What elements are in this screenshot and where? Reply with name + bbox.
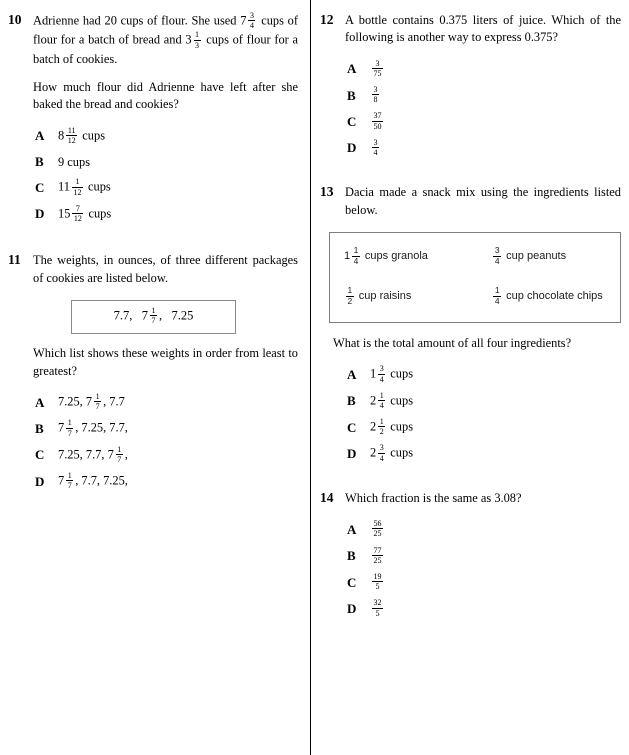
option-row-d bbox=[347, 139, 621, 158]
option-value bbox=[58, 178, 298, 197]
option-row-c bbox=[347, 112, 621, 131]
option-letter: D bbox=[35, 473, 45, 489]
text-segment: , 7.25, 7.7, bbox=[75, 420, 128, 435]
fraction-numerator: 3 bbox=[249, 11, 254, 20]
text-segment: , 7.25 bbox=[159, 308, 194, 323]
fraction bbox=[94, 392, 101, 411]
text-segment: , 7.7 bbox=[103, 394, 125, 409]
fraction bbox=[372, 546, 383, 565]
fraction-numerator: 7 bbox=[72, 204, 83, 214]
fraction bbox=[493, 246, 501, 267]
option-value bbox=[58, 127, 298, 146]
text-segment: cups bbox=[387, 446, 414, 461]
option-row-d bbox=[347, 599, 621, 618]
question-13-text: Dacia made a snack mix using the ingredients listed below. bbox=[345, 185, 621, 217]
fraction bbox=[66, 418, 73, 437]
text-segment: cup peanuts bbox=[503, 250, 567, 263]
column-divider bbox=[310, 0, 311, 755]
fraction-numerator: 3 bbox=[373, 85, 378, 95]
fraction bbox=[372, 519, 383, 538]
fraction-denominator: 4 bbox=[494, 255, 500, 266]
option-row-c bbox=[347, 418, 621, 437]
fraction-numerator: 32 bbox=[373, 598, 382, 608]
fraction-denominator: 7 bbox=[151, 316, 156, 326]
ingredients-box bbox=[329, 232, 621, 323]
text-segment: 8 bbox=[58, 128, 65, 143]
ingredient-chocolate-chips bbox=[491, 286, 612, 307]
fraction-numerator: 3 bbox=[372, 59, 383, 69]
option-row-d bbox=[35, 205, 298, 224]
text-segment: 7 bbox=[58, 420, 65, 435]
fraction bbox=[248, 11, 255, 30]
fraction bbox=[66, 471, 73, 490]
fraction-numerator: 1 bbox=[151, 305, 156, 315]
option-value bbox=[370, 392, 621, 411]
fraction-numerator: 1 bbox=[353, 244, 359, 255]
fraction bbox=[116, 445, 123, 464]
fraction-denominator: 5 bbox=[375, 608, 380, 618]
question-11-number: 11 bbox=[8, 252, 21, 268]
option-row-a bbox=[35, 393, 298, 412]
option-letter: C bbox=[35, 447, 45, 463]
option-letter: D bbox=[347, 446, 357, 462]
option-value bbox=[58, 205, 298, 224]
fraction-numerator: 1 bbox=[379, 417, 384, 427]
option-row-a bbox=[347, 520, 621, 539]
fraction bbox=[372, 598, 383, 617]
fraction-denominator: 7 bbox=[95, 402, 100, 412]
question-13 bbox=[320, 184, 621, 464]
fraction bbox=[66, 126, 77, 145]
question-11-text: The weights, in ounces, of three different packages of cookies are listed below. bbox=[33, 253, 298, 285]
question-10-number: 10 bbox=[8, 12, 22, 27]
fraction-denominator: 2 bbox=[379, 427, 384, 437]
fraction-numerator: 11 bbox=[67, 125, 76, 135]
fraction-denominator: 12 bbox=[73, 187, 82, 197]
question-14-number: 14 bbox=[320, 489, 334, 505]
left-column bbox=[0, 10, 310, 619]
option-letter: C bbox=[347, 574, 357, 590]
fraction bbox=[72, 177, 83, 196]
fraction-denominator: 3 bbox=[195, 40, 200, 50]
text-segment: 9 bbox=[58, 154, 65, 169]
option-row-b bbox=[347, 547, 621, 566]
fraction bbox=[378, 364, 385, 383]
question-12-options bbox=[345, 60, 621, 159]
option-letter: B bbox=[35, 420, 44, 436]
text-segment: Adrienne had 20 cups of flour. She used 7 bbox=[33, 13, 247, 28]
option-row-c bbox=[35, 446, 298, 465]
option-value bbox=[58, 154, 298, 171]
fraction-denominator: 50 bbox=[373, 121, 382, 131]
option-row-b bbox=[35, 419, 298, 438]
text-segment: cup raisins bbox=[355, 290, 412, 303]
text-segment: 1 bbox=[344, 250, 351, 263]
fraction-denominator: 4 bbox=[494, 296, 500, 307]
question-14-body bbox=[345, 490, 621, 619]
text-segment: 7.25, 7.7, 7 bbox=[58, 447, 114, 462]
fraction-numerator: 1 bbox=[72, 177, 83, 187]
text-segment: cup chocolate chips bbox=[503, 290, 603, 303]
fraction bbox=[72, 204, 83, 223]
question-13-body bbox=[333, 184, 621, 464]
fraction-denominator: 2 bbox=[347, 296, 353, 307]
fraction-denominator: 12 bbox=[73, 213, 82, 223]
fraction-denominator: 4 bbox=[373, 148, 378, 158]
fraction bbox=[372, 111, 383, 130]
question-11-body bbox=[33, 252, 298, 491]
text-segment: , 7.7, 7.25, bbox=[75, 473, 128, 488]
fraction-denominator: 25 bbox=[373, 529, 382, 539]
text-segment: 2 bbox=[370, 393, 377, 408]
text-segment: 2 bbox=[370, 419, 377, 434]
option-row-a bbox=[347, 60, 621, 79]
option-letter: B bbox=[347, 393, 356, 409]
text-segment: cups bbox=[84, 179, 111, 194]
question-10-text bbox=[33, 12, 298, 68]
fraction-numerator: 37 bbox=[373, 111, 382, 121]
option-row-a bbox=[347, 365, 621, 384]
fraction-denominator: 25 bbox=[373, 555, 382, 565]
fraction-numerator: 56 bbox=[373, 519, 382, 529]
question-14-options bbox=[345, 520, 621, 619]
fraction bbox=[378, 391, 385, 410]
option-value bbox=[58, 419, 298, 438]
option-value bbox=[370, 112, 621, 131]
fraction-numerator: 1 bbox=[494, 285, 500, 296]
option-row-a bbox=[35, 127, 298, 146]
option-row-c bbox=[35, 178, 298, 197]
weights-box bbox=[71, 300, 236, 334]
text-segment: cups bbox=[64, 154, 91, 169]
ingredient-peanuts bbox=[491, 246, 612, 267]
option-value bbox=[370, 86, 621, 105]
option-value bbox=[370, 573, 621, 592]
option-row-d bbox=[347, 444, 621, 463]
option-letter: B bbox=[35, 154, 44, 170]
option-row-c bbox=[347, 573, 621, 592]
question-12-number: 12 bbox=[320, 12, 334, 27]
fraction-denominator: 8 bbox=[373, 95, 378, 105]
fraction bbox=[352, 246, 360, 267]
fraction-numerator: 3 bbox=[494, 244, 500, 255]
fraction-numerator: 1 bbox=[67, 418, 72, 428]
option-value bbox=[370, 139, 621, 158]
option-letter: A bbox=[35, 128, 45, 144]
fraction-numerator: 1 bbox=[117, 444, 122, 454]
question-12 bbox=[320, 12, 621, 158]
option-letter: A bbox=[347, 521, 357, 537]
fraction-numerator: 3 bbox=[379, 364, 384, 374]
option-letter: A bbox=[347, 366, 357, 382]
ingredient-granola bbox=[344, 246, 491, 267]
question-13-number: 13 bbox=[320, 184, 334, 200]
right-column bbox=[310, 10, 629, 619]
text-segment: cups bbox=[387, 393, 414, 408]
text-segment: 7.25, 7 bbox=[58, 394, 93, 409]
fraction bbox=[372, 85, 379, 104]
fraction-numerator: 1 bbox=[347, 285, 353, 296]
fraction-numerator: 1 bbox=[95, 391, 100, 401]
text-segment: cups bbox=[387, 366, 414, 381]
question-10-prompt: How much flour did Adrienne have left after she baked the bread and cookies? bbox=[33, 80, 298, 112]
option-value bbox=[370, 444, 621, 463]
fraction-denominator: 4 bbox=[353, 255, 359, 266]
fraction-numerator: 1 bbox=[379, 390, 384, 400]
question-12-body bbox=[345, 12, 621, 158]
fraction-numerator: 3 bbox=[373, 137, 378, 147]
option-value bbox=[370, 599, 621, 618]
question-10-options bbox=[33, 127, 298, 224]
fraction-denominator: 4 bbox=[249, 21, 254, 31]
text-segment: cups bbox=[85, 206, 112, 221]
fraction-numerator: 77 bbox=[373, 545, 382, 555]
fraction bbox=[372, 59, 383, 78]
question-10 bbox=[8, 12, 298, 224]
text-segment: , bbox=[124, 447, 128, 462]
option-letter: D bbox=[347, 600, 357, 616]
question-11-options bbox=[33, 393, 298, 492]
fraction bbox=[378, 443, 385, 462]
fraction-numerator: 19 bbox=[373, 571, 382, 581]
text-segment: cups granola bbox=[361, 250, 428, 263]
text-segment: cups of flour for a batch of cookies. bbox=[33, 32, 298, 66]
text-segment: 11 bbox=[58, 179, 70, 194]
fraction bbox=[346, 286, 354, 307]
text-segment: 1 bbox=[370, 366, 377, 381]
fraction-denominator: 4 bbox=[379, 453, 384, 463]
ingredient-raisins bbox=[344, 286, 491, 307]
text-segment: cups bbox=[79, 128, 106, 143]
columns bbox=[0, 10, 629, 619]
option-row-b bbox=[35, 153, 298, 171]
option-letter: B bbox=[347, 87, 356, 103]
fraction-denominator: 7 bbox=[117, 454, 122, 464]
option-letter: C bbox=[347, 114, 357, 130]
option-value bbox=[58, 393, 298, 412]
option-letter: D bbox=[35, 206, 45, 222]
question-10-body bbox=[33, 12, 298, 224]
option-value bbox=[58, 472, 298, 491]
question-13-prompt: What is the total amount of all four ingredients? bbox=[333, 336, 572, 350]
option-row-b bbox=[347, 392, 621, 411]
option-row-d bbox=[35, 472, 298, 491]
option-value bbox=[370, 60, 621, 79]
fraction bbox=[194, 30, 201, 49]
option-value bbox=[370, 520, 621, 539]
fraction-numerator: 3 bbox=[379, 443, 384, 453]
question-11 bbox=[8, 252, 298, 491]
text-segment: cups bbox=[387, 419, 414, 434]
option-value bbox=[370, 365, 621, 384]
option-letter: B bbox=[347, 548, 356, 564]
fraction-denominator: 4 bbox=[379, 374, 384, 384]
text-segment: 2 bbox=[370, 446, 377, 461]
fraction bbox=[150, 306, 157, 325]
option-letter: C bbox=[347, 419, 357, 435]
question-11-prompt: Which list shows these weights in order from least to greatest? bbox=[33, 346, 298, 378]
option-row-b bbox=[347, 86, 621, 105]
option-letter: A bbox=[35, 394, 45, 410]
question-13-options bbox=[345, 365, 621, 464]
fraction-denominator: 5 bbox=[375, 582, 380, 592]
fraction bbox=[493, 286, 501, 307]
text-segment: 7 bbox=[58, 473, 65, 488]
fraction-denominator: 4 bbox=[379, 400, 384, 410]
option-value bbox=[58, 446, 298, 465]
fraction-numerator: 1 bbox=[195, 30, 200, 40]
text-segment: 7.7, 7 bbox=[113, 308, 148, 323]
fraction bbox=[378, 417, 385, 436]
option-value bbox=[370, 547, 621, 566]
fraction-denominator: 75 bbox=[373, 68, 382, 78]
fraction bbox=[372, 138, 379, 157]
fraction-denominator: 7 bbox=[67, 481, 72, 491]
question-14-text: Which fraction is the same as 3.08? bbox=[345, 490, 522, 505]
question-14 bbox=[320, 490, 621, 619]
option-letter: D bbox=[347, 140, 357, 156]
option-letter: A bbox=[347, 61, 357, 77]
fraction-denominator: 12 bbox=[67, 136, 76, 146]
fraction bbox=[372, 572, 383, 591]
option-letter: C bbox=[35, 179, 45, 195]
option-value bbox=[370, 418, 621, 437]
question-12-text: A bottle contains 0.375 liters of juice. Which of the following is another way to express 0.375? bbox=[345, 13, 621, 45]
fraction-denominator: 7 bbox=[67, 428, 72, 438]
fraction-numerator: 1 bbox=[67, 471, 72, 481]
text-segment: cups of flour for a batch of bread and 3 bbox=[33, 13, 298, 47]
text-segment: 15 bbox=[58, 206, 71, 221]
